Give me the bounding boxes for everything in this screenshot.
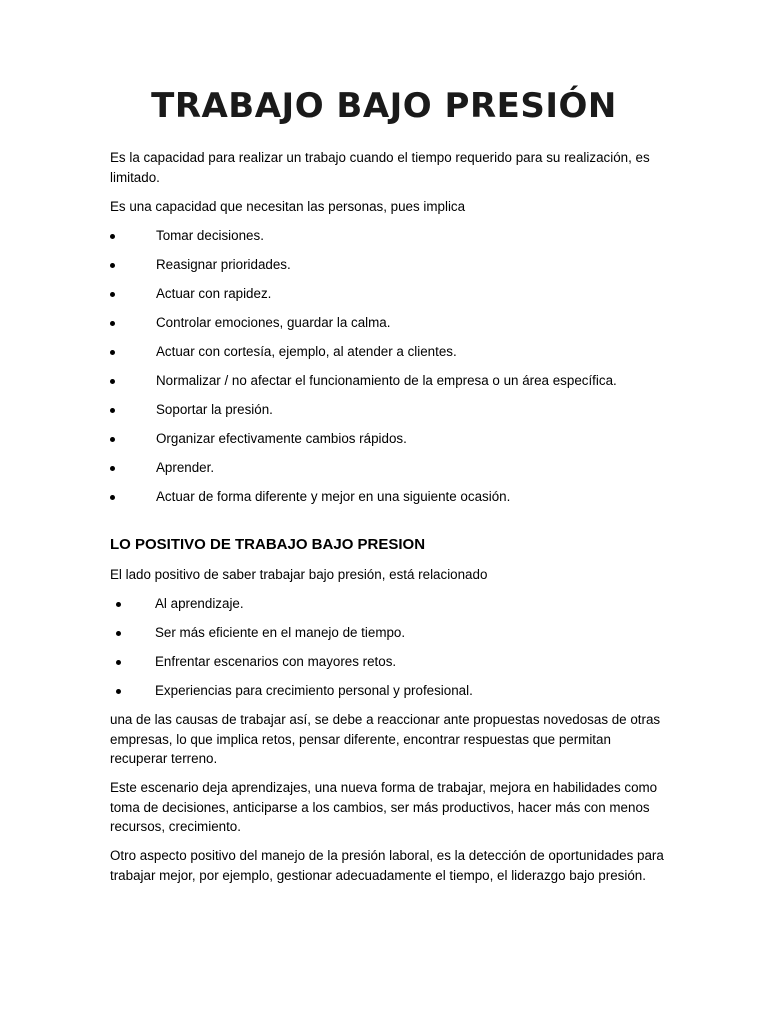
list-item (110, 487, 670, 507)
list-item (110, 681, 670, 701)
list-item (110, 371, 670, 391)
list-item (110, 594, 670, 614)
bullet-icon (116, 602, 121, 607)
implica-list (110, 226, 670, 507)
list-item-text: Tomar decisiones. (156, 227, 264, 243)
bullet-icon (110, 350, 115, 355)
list-item-text: Actuar con cortesía, ejemplo, al atender a clientes. (156, 343, 457, 359)
list-item (110, 429, 670, 449)
list-item-text: Controlar emociones, guardar la calma. (156, 314, 391, 330)
section-heading: LO POSITIVO DE TRABAJO BAJO PRESION (110, 536, 426, 553)
bullet-icon (110, 379, 115, 384)
bullet-icon (110, 437, 115, 442)
bullet-icon (110, 263, 115, 268)
body-paragraph: Este escenario deja aprendizajes, una nueva forma de trabajar, mejora en habilidades como toma de decisiones, anticiparse a los cambios, ser más productivos, hacer más con menos recursos, crecimiento. (110, 780, 658, 834)
intro-paragraph: Es la capacidad para realizar un trabajo cuando el tiempo requerido para su realización, es limitado. (110, 150, 650, 185)
list-item-text: Actuar con rapidez. (156, 285, 272, 301)
document-body (110, 148, 670, 895)
list-item-text: Enfrentar escenarios con mayores retos. (155, 654, 397, 669)
list-item-text: Aprender. (156, 459, 215, 475)
body-paragraph: Otro aspecto positivo del manejo de la presión laboral, es la detección de oportunidades para trabajar mejor, por ejemplo, gestionar adecuadamente el tiempo, el liderazgo bajo presión. (110, 848, 664, 883)
list-item (110, 342, 670, 362)
list-item-text: Experiencias para crecimiento personal y profesional. (155, 683, 473, 698)
list-item-text: Actuar de forma diferente y mejor en una siguiente ocasión. (156, 488, 511, 504)
bullet-icon (116, 660, 121, 665)
list-item-text: Organizar efectivamente cambios rápidos. (156, 430, 407, 446)
bullet-icon (110, 321, 115, 326)
body-paragraph: una de las causas de trabajar así, se debe a reaccionar ante propuestas novedosas de otras empresas, lo que implica retos, pensar diferente, encontrar respuestas que permitan recuperar terreno. (110, 712, 661, 766)
bullet-icon (110, 466, 115, 471)
list-item (110, 284, 670, 304)
bullet-icon (110, 292, 115, 297)
list-item (110, 226, 670, 246)
document-title: TRABAJO BAJO PRESIÓN (151, 86, 617, 126)
list-item (110, 458, 670, 478)
bullet-icon (110, 495, 115, 500)
bullet-icon (110, 234, 115, 239)
list-item (110, 652, 670, 672)
section-intro: El lado positivo de saber trabajar bajo presión, está relacionado (110, 567, 488, 582)
list-item-text: Soportar la presión. (156, 401, 273, 417)
bullet-icon (116, 631, 121, 636)
list-item-text: Ser más eficiente en el manejo de tiempo. (155, 625, 406, 640)
list-item (110, 255, 670, 275)
intro-paragraph-lead: Es una capacidad que necesitan las personas, pues implica (110, 198, 466, 214)
list-item-text: Reasignar prioridades. (156, 256, 291, 272)
list-item (110, 313, 670, 333)
list-item-text: Al aprendizaje. (155, 596, 244, 611)
list-item-text: Normalizar / no afectar el funcionamiento de la empresa o un área específica. (156, 372, 617, 388)
list-item (110, 400, 670, 420)
list-item (110, 623, 670, 643)
bullet-icon (110, 408, 115, 413)
positive-list (110, 594, 670, 701)
bullet-icon (116, 689, 121, 694)
